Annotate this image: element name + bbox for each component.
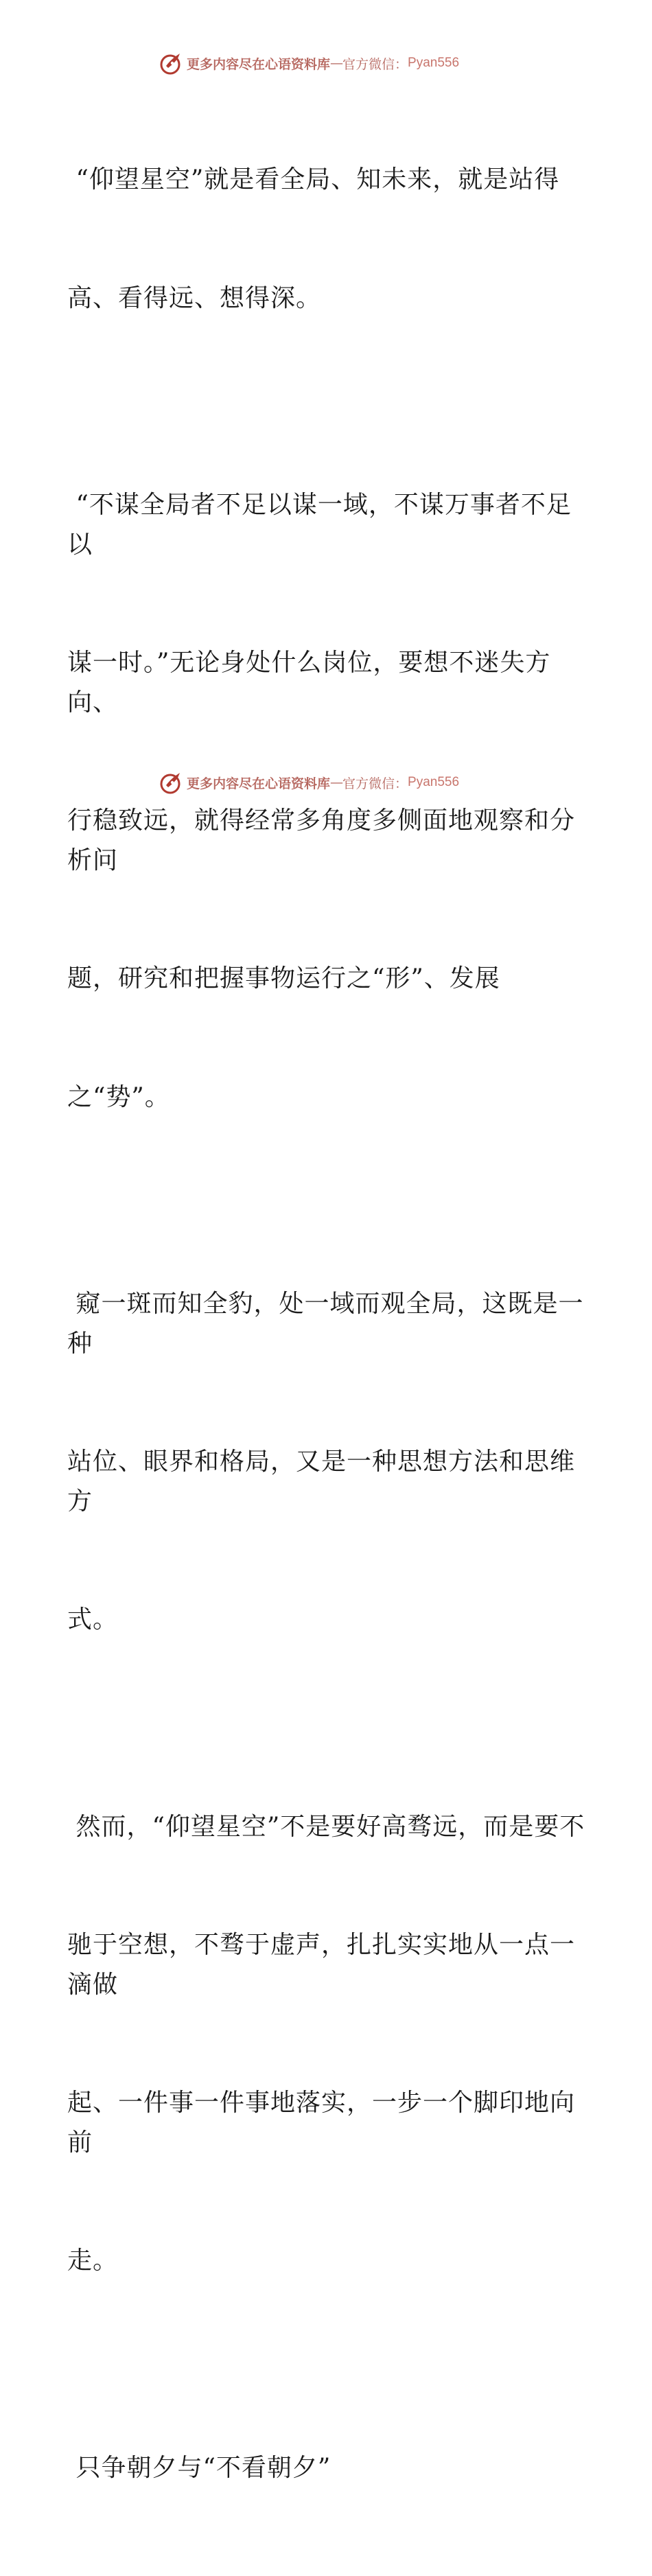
watermark-label: 官方微信： — [342, 56, 408, 72]
paragraph — [67, 81, 589, 397]
footer-watermark — [159, 769, 459, 796]
watermark-text: 更多内容尽在心语资料库 — [187, 776, 331, 791]
watermark-wechat-id: Pyan556 — [408, 56, 460, 70]
pen-logo-icon — [159, 51, 184, 76]
watermark-separator: — — [330, 56, 343, 71]
paragraph — [67, 1728, 589, 2360]
text-line: 题，研究和把握事物运行之“形”、发展 — [67, 964, 500, 993]
text-line: 谋一时。”无论身处什么岗位，要想不迷失方向、 — [67, 649, 551, 717]
watermark-label: 官方微信： — [342, 776, 408, 791]
pen-logo-icon — [159, 770, 184, 795]
text-line: 站位、眼界和格局，又是一种思想方法和思维方 — [67, 1448, 576, 1516]
text-line: 只争朝夕与“不看朝夕” — [67, 2453, 331, 2482]
text-line: 走。 — [67, 2247, 119, 2275]
watermark-separator: — — [330, 775, 343, 790]
text-line: 式。 — [67, 1605, 119, 1634]
section-heading — [67, 2369, 589, 2567]
text-line: 然而，“仰望星空”不是要好高骛远，而是要不 — [67, 1812, 585, 1841]
text-line: 高、看得远、想得深。 — [67, 283, 322, 312]
header-watermark — [159, 49, 459, 77]
text-line: 之“势”。 — [67, 1082, 170, 1111]
text-line: 起、一件事一件事地落实，一步一个脚印地向前 — [67, 2089, 576, 2157]
text-line: 驰于空想，不骛于虚声，扎扎实实地从一点一滴做 — [67, 1931, 576, 1999]
watermark-wechat-id: Pyan556 — [408, 775, 460, 789]
text-line: 窥一斑而知全豹，处一域而观全局，这既是一种 — [67, 1290, 584, 1358]
text-line: “不谋全局者不足以谋一域，不谋万事者不足以 — [67, 491, 572, 559]
text-line: 行稳致远，就得经常多角度多侧面地观察和分析问 — [67, 807, 576, 874]
text-line: “仰望星空”就是看全局、知未来，就是站得 — [67, 165, 560, 194]
paragraph — [67, 1205, 589, 1719]
paragraph — [67, 406, 589, 1196]
document-body — [67, 81, 589, 2576]
watermark-text: 更多内容尽在心语资料库 — [187, 56, 331, 72]
